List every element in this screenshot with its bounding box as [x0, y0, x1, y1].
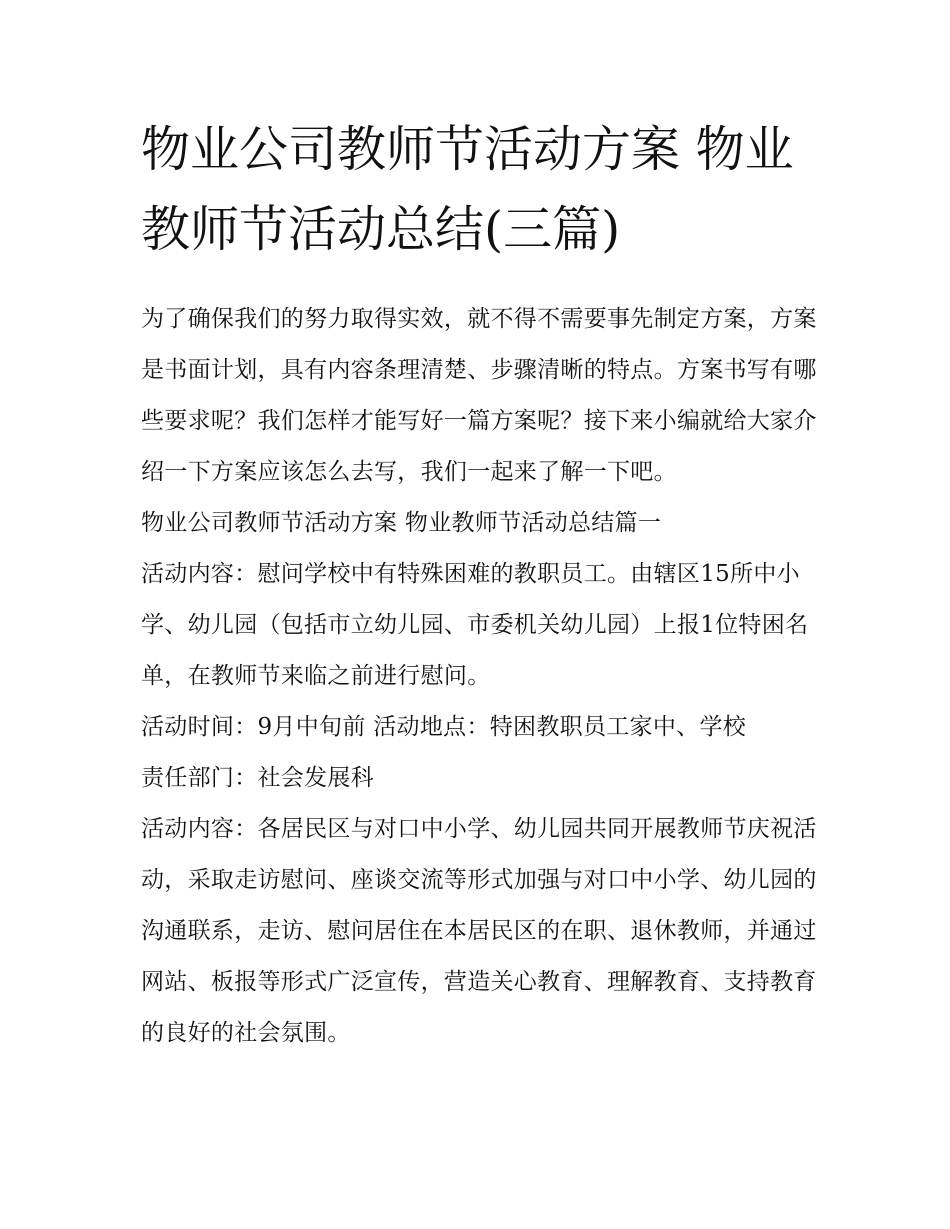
document-page — [141, 110, 821, 1059]
section-heading: 物业公司教师节活动方案 物业教师节活动总结篇一 — [141, 510, 662, 536]
responsible-department: 责任部门：社会发展科 — [141, 765, 374, 791]
document-title: 物业公司教师节活动方案 物业教师节活动总结(三篇) — [141, 121, 794, 258]
activity-time-location: 活动时间：9月中旬前 活动地点：特困教职员工家中、学校 — [141, 714, 747, 740]
title-spacer — [141, 270, 821, 294]
intro-paragraph: 为了确保我们的努力取得实效，就不得不需要事先制定方案，方案是书面计划，具有内容条理清楚、步骤清晰的特点。方案书写有哪些要求呢？我们怎样才能写好一篇方案呢？接下来小编就给大家介绍一下方案应该怎么去写，我们一起来了解一下吧。 — [141, 306, 817, 485]
activity-content-paragraph: 活动内容：慰问学校中有特殊困难的教职员工。由辖区15所中小学、幼儿园（包括市立幼儿园、市委机关幼儿园）上报1位特困名单，在教师节来临之前进行慰问。 — [141, 561, 809, 689]
activity-content-paragraph-2: 活动内容：各居民区与对口中小学、幼儿园共同开展教师节庆祝活动，采取走访慰问、座谈交流等形式加强与对口中小学、幼儿园的沟通联系，走访、慰问居住在本居民区的在职、退休教师，并通过网站、板报等形式广泛宣传，营造关心教育、理解教育、支持教育的良好的社会氛围。 — [141, 816, 817, 1046]
